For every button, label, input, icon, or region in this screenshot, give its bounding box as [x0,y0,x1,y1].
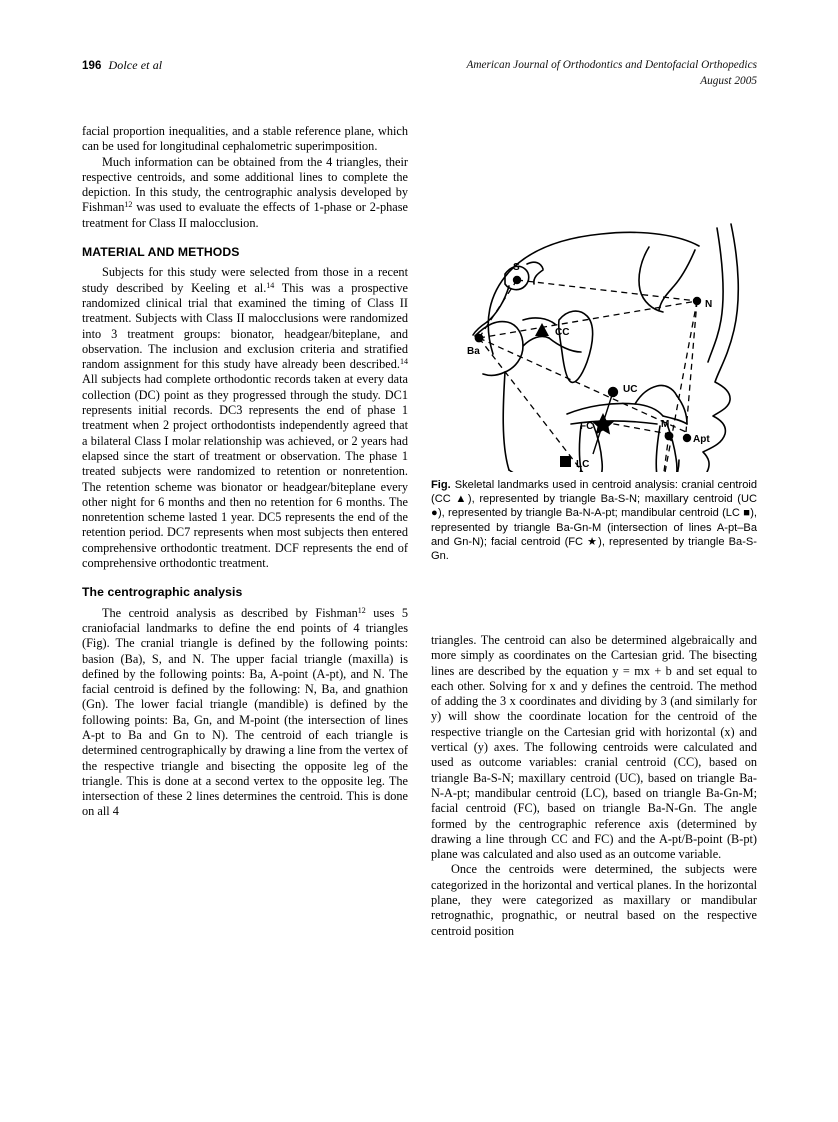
landmark-label-lc: LC [576,459,590,470]
landmark-label-uc: UC [623,384,638,395]
text-run: uses 5 craniofacial landmarks to define the end points of 4 triangles (Fig). The cranial triangle is defined by the following points: basion (Ba), S, and N. The upper facial triangle (maxilla) is defined by the following points: Ba, A-point (A-pt), and N. The facial centroid is defined by the following: N, Ba, and gnathion (Gn). The lower facial triangle (mandible) is defined by the following points: Ba, Gn, and M-point (the intersection of lines A-pt to Ba and Gn to N). The centroid of each triangle is determined centrographically by drawing a line from the vertex of the respective triangle and bisecting the opposite leg of the triangle. This is done at a second vertex to the opposite leg. The intersection of these 2 lines determines the centroid. This is done on all 4 [82,605,408,819]
figure-block [431,124,757,563]
figure-caption-text: Skeletal landmarks used in centroid analysis: cranial centroid (CC ▲), represented by triangle Ba-S-N; maxillary centroid (UC ●), represented by triangle Ba-N-A-pt; mandibular centroid (LC ■), represented by triangle Ba-Gn-M (intersection of lines A-pt–Ba and Gn-N); facial centroid (FC ★), represented by triangle Ba-S-Gn. [431,479,757,563]
landmark-label-cc: CC [555,327,570,338]
text-run: Much information can be obtained from the 4 triangles, their respective centroids, and some additional lines to complete the depiction. In this study, the centrographic analysis developed by Fishman [82,154,408,215]
text-run: was used to evaluate the effects of 1-phase or 2-phase treatment for Class II malocclusion. [82,200,408,230]
landmark-marker-ba [475,334,484,343]
landmark-label-apt: Apt [693,434,710,445]
landmark-label-s: S [513,262,520,273]
paragraph-continued: facial proportion inequalities, and a stable reference plane, which can be used for longitudinal cephalometric superimposition. [82,124,408,154]
landmark-marker-cc [535,323,549,336]
heading-material-and-methods: MATERIAL AND METHODS [82,245,240,260]
text-run: This was a prospective randomized clinical trial that examined the timing of Class II treatment. Subjects with Class II malocclusions were randomized into 3 treatment groups: bionator, headgear/biteplane, and observation. The inclusion and exclusion criteria and stratified random assignment for this study have already been described. [82,280,408,372]
landmark-marker-lc [560,456,571,467]
paragraph-centroid-analysis [82,606,408,820]
paragraph-triangles: triangles. The centroid can also be determined algebraically and more simply as coordinates on the Cartesian grid. The bisecting lines are described by the equation y = mx + b and set equal to each other. Solving for x and y defines the centroid. The method of adding the 3 x coordinates and dividing by 3 (and similarly for y) will show the coordinate location for the centroid of the respective triangle on the Cartesian grid with horizontal (x) and vertical (y) axes. The following centroids were calculated and used as outcome variables: cranial centroid (CC), based on triangle Ba-S-N; maxillary centroid (UC), based on triangle Ba-N-A-pt; mandibular centroid (LC), based on triangle Ba-Gn-M; facial centroid (FC), based on triangle Ba-N-Gn. The angle formed by the centrographic reference axis (determined by drawing a line through CC and FC) and the A-pt/B-point (B-pt) plane was calculated and also used as an outcome variable. [431,633,757,862]
landmark-label-ba: Ba [467,346,480,357]
paragraph-once-centroids: Once the centroids were determined, the subjects were categorized in the horizontal and vertical planes. In the horizontal plane, they were categorized as maxillary or mandibular retrognathic, prognathic, or neutral based on the respective centroid position [431,862,757,938]
superscript-reference: 14 [266,280,275,290]
superscript-reference: 12 [357,605,366,615]
running-head-right [466,58,757,89]
running-head-left [82,58,162,73]
landmark-label-n: N [705,299,713,310]
page-folio: 196 [82,60,102,72]
landmark-marker-apt [683,434,691,442]
paragraph-much-information [82,155,408,231]
landmark-marker-s [513,276,521,284]
right-column [431,633,757,939]
text-run: The centroid analysis as described by Fishman [102,605,358,620]
landmark-label-fc: FC [580,421,594,432]
superscript-reference: 14 [400,357,408,367]
landmark-marker-uc [608,387,618,397]
running-head-authors: Dolce et al [108,58,163,72]
landmark-label-m: M [661,419,670,430]
figure-label: Fig. [431,479,451,491]
left-column [82,124,408,820]
paragraph-subjects [82,265,408,571]
heading-centrographic-analysis: The centrographic analysis [82,585,243,600]
text-run: Subjects for this study were selected from those in a recent study described by Keeling et al. [82,265,408,295]
issue-date: August 2005 [700,74,757,87]
landmark-marker-m [665,432,674,441]
running-head [82,58,757,104]
figure-caption [431,478,757,563]
cephalometric-tracing-figure [431,124,757,472]
text-run: All subjects had complete orthodontic records taken at every data collection (DC) point as they progressed through the study. DC1 represents initial records. DC3 represents the end of phase 1 treatment when 2 project orthodontists independently agreed that a bilateral Class I molar relationship was achieved, or 2 years had elapsed since the start of treatment or observation. The phase 1 treated subjects were randomized to retention or nonretention. The retention scheme was bionator or headgear/biteplane every other night for 6 months and then no retention for 6 months. The nonretention scheme lasted 1 year. DC5 represents the end of the retention period. DC7 represents when most subjects then entered comprehensive orthodontic treatment. DCF represents the end of comprehensive orthodontic treatment. [82,372,408,571]
landmark-marker-n [693,297,701,305]
journal-title: American Journal of Orthodontics and Dentofacial Orthopedics [466,59,757,71]
superscript-reference: 12 [124,200,133,210]
